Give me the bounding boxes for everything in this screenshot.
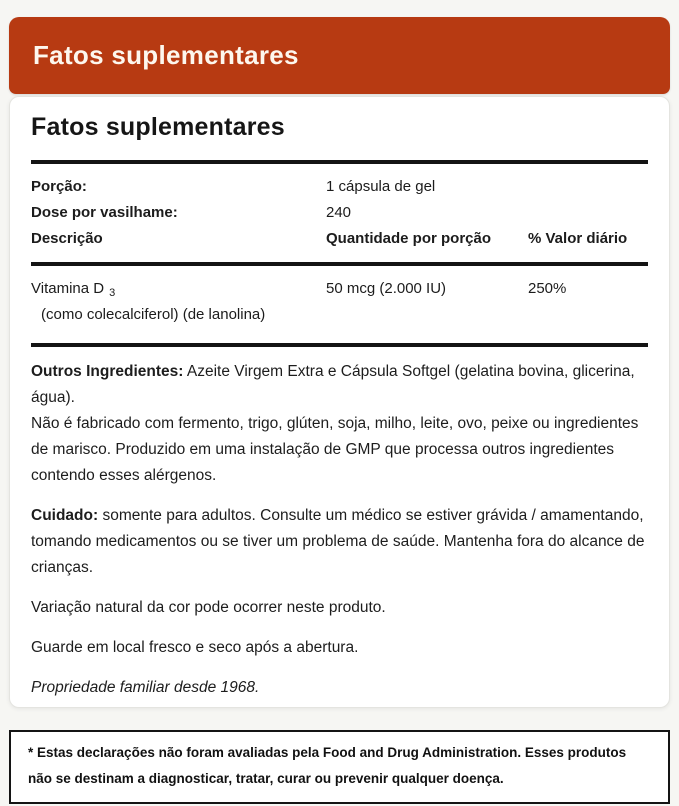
notes-section: [31, 347, 648, 701]
column-header-daily-value: % Valor diário: [528, 230, 628, 247]
panel-title: Fatos suplementares: [31, 113, 285, 141]
other-ingredients-label: Outros Ingredientes:: [31, 363, 184, 380]
servings-per-container-row: [31, 200, 648, 226]
caution-label: Cuidado:: [31, 507, 99, 524]
heritage-note: Propriedade familiar desde 1968.: [31, 679, 260, 696]
nutrient-source-detail: (como colecalciferol) (de lanolina): [41, 306, 266, 323]
other-ingredients-text: Azeite Virgem Extra e Cápsula Softgel (gelatina bovina, glicerina, água).: [31, 363, 635, 406]
servings-per-container-label: Dose por vasilhame:: [31, 204, 178, 221]
nutrient-name: Vitamina D $_3$: [31, 280, 116, 299]
nutrient-daily-value: 250%: [528, 280, 567, 297]
column-header-row: [31, 226, 648, 252]
color-variation-note: Variação natural da cor pode ocorrer neste produto.: [31, 599, 386, 616]
storage-note: Guarde em local fresco e seco após a abertura.: [31, 639, 359, 656]
serving-size-label: Porção:: [31, 178, 87, 195]
serving-size-value: 1 cápsula de gel: [326, 178, 436, 195]
supplement-facts-panel: [9, 96, 670, 708]
nutrient-row: [31, 266, 648, 343]
fda-disclaimer-box: [9, 730, 670, 804]
column-header-description: Descrição: [31, 230, 103, 247]
header-banner: [9, 17, 670, 94]
allergen-paragraph: Não é fabricado com fermento, trigo, glúten, soja, milho, leite, ovo, peixe ou ingredientes de marisco. Produzido em uma instalação de GMP que processa outros ingredientes contendo esses alérgenos.: [31, 415, 639, 484]
banner-title: Fatos suplementares: [33, 40, 299, 70]
facts-table: [31, 164, 648, 262]
serving-size-row: [31, 174, 648, 200]
column-header-amount: Quantidade por porção: [326, 230, 492, 247]
caution-paragraph: [31, 503, 648, 581]
nutrient-amount: 50 mcg (2.000 IU): [326, 280, 447, 297]
other-ingredients-paragraph: [31, 359, 648, 411]
caution-text: somente para adultos. Consulte um médico se estiver grávida / amamentando, tomando medicamentos ou se tiver um problema de saúde. Mantenha fora do alcance de crianças.: [31, 507, 645, 576]
fda-disclaimer-text: * Estas declarações não foram avaliadas pela Food and Drug Administration. Esses produtos não se destinam a diagnosticar, tratar, curar ou prevenir qualquer doença.: [28, 745, 627, 786]
nutrient-subscript: 3: [109, 287, 116, 299]
servings-per-container-value: 240: [326, 204, 352, 221]
